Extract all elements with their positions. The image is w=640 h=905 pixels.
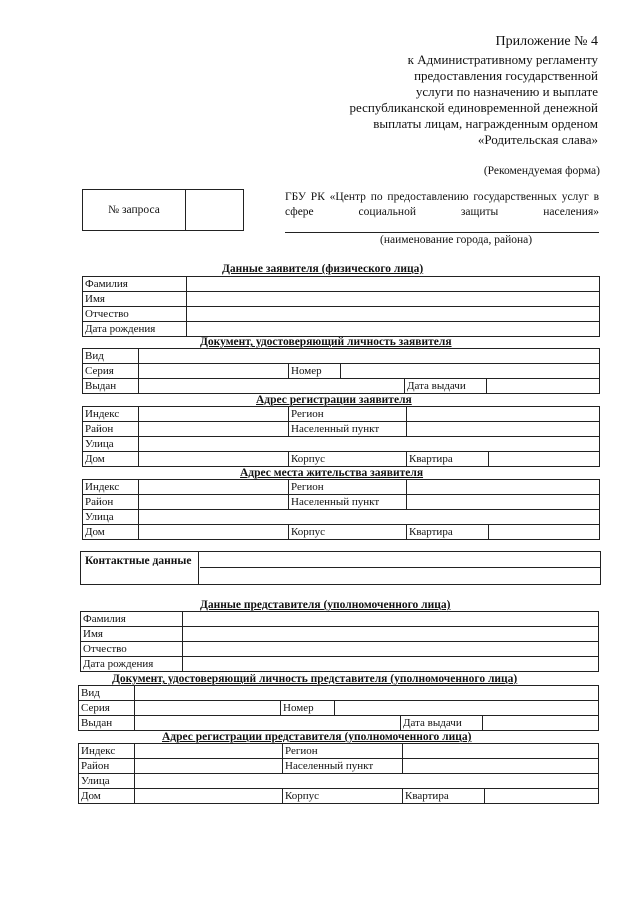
field-input[interactable] (135, 701, 281, 716)
field-input[interactable] (135, 789, 283, 804)
field-input[interactable] (485, 789, 599, 804)
field-label: Дом (83, 452, 139, 467)
rep-section-title: Данные представителя (уполномоченного лица) (200, 599, 451, 611)
contacts-divider (200, 567, 600, 568)
field-input[interactable] (403, 759, 599, 774)
field-label: Регион (283, 744, 403, 759)
field-input[interactable] (139, 422, 289, 437)
rep-reg-table (78, 743, 599, 804)
rep-table (80, 611, 599, 672)
field-input[interactable] (139, 480, 289, 495)
header-line-3: предоставления государственной (414, 68, 598, 83)
table-row (79, 686, 599, 701)
field-input[interactable] (183, 627, 599, 642)
field-label: Индекс (83, 480, 139, 495)
field-input[interactable] (139, 349, 600, 364)
field-input[interactable] (335, 701, 599, 716)
field-label: Вид (83, 349, 139, 364)
field-label: Индекс (83, 407, 139, 422)
field-input[interactable] (407, 495, 600, 510)
field-label: Улица (79, 774, 135, 789)
field-input[interactable] (135, 774, 599, 789)
header-line-5: республиканской единовременной денежной (349, 100, 598, 115)
table-row (79, 774, 599, 789)
field-input[interactable] (135, 716, 401, 731)
field-label: Дом (83, 525, 139, 540)
field-label: Фамилия (83, 277, 187, 292)
field-input[interactable] (407, 407, 600, 422)
applicant-live-title: Адрес места жительства заявителя (240, 467, 424, 479)
field-label: Улица (83, 510, 139, 525)
field-label: Квартира (407, 525, 489, 540)
field-input[interactable] (187, 322, 600, 337)
field-input[interactable] (489, 452, 600, 467)
table-row (83, 452, 600, 467)
appendix-number: Приложение № 4 (495, 34, 598, 49)
field-label: Район (83, 495, 139, 510)
field-label: Выдан (83, 379, 139, 394)
field-input[interactable] (407, 422, 600, 437)
rep-doc-table (78, 685, 599, 731)
field-input[interactable] (489, 525, 600, 540)
table-row (83, 292, 600, 307)
field-input[interactable] (487, 379, 600, 394)
field-input[interactable] (139, 525, 289, 540)
field-label: Корпус (289, 452, 407, 467)
header-line-7: «Родительская слава» (477, 132, 598, 147)
field-label: Корпус (283, 789, 403, 804)
field-label: Выдан (79, 716, 135, 731)
field-label: Индекс (79, 744, 135, 759)
header-line-6: выплаты лицам, награжденным орденом (373, 116, 598, 131)
table-row (81, 627, 599, 642)
header-line-2: к Административному регламенту (407, 52, 598, 67)
applicant-section-title: Данные заявителя (физического лица) (222, 263, 424, 275)
table-row (83, 437, 600, 452)
field-input[interactable] (407, 480, 600, 495)
table-row (83, 349, 600, 364)
table-row (83, 510, 600, 525)
field-input[interactable] (403, 744, 599, 759)
field-label: Дата рождения (83, 322, 187, 337)
table-row (79, 701, 599, 716)
applicant-doc-title: Документ, удостоверяющий личность заявителя (200, 336, 452, 348)
organization-name: ГБУ РК «Центр по предоставлению государственных услуг в сфере социальной защиты населения» (285, 191, 599, 218)
table-row (83, 407, 600, 422)
table-row (83, 364, 600, 379)
field-label: Район (79, 759, 135, 774)
request-number-box (82, 189, 244, 231)
applicant-doc-table (82, 348, 600, 394)
table-row (81, 612, 599, 627)
contacts-label: Контактные данные (81, 552, 199, 584)
field-label: Серия (83, 364, 139, 379)
field-label: Регион (289, 480, 407, 495)
field-input[interactable] (139, 495, 289, 510)
contacts-box (80, 551, 601, 585)
field-label: Квартира (403, 789, 485, 804)
field-label: Номер (289, 364, 341, 379)
field-input[interactable] (139, 407, 289, 422)
applicant-reg-table (82, 406, 600, 467)
field-label: Населенный пункт (283, 759, 403, 774)
table-row (83, 525, 600, 540)
field-input[interactable] (139, 379, 405, 394)
field-label: Район (83, 422, 139, 437)
field-label: Улица (83, 437, 139, 452)
header-line-4: услуги по назначению и выплате (415, 84, 598, 99)
field-label: Фамилия (81, 612, 183, 627)
field-label: Отчество (83, 307, 187, 322)
field-input[interactable] (183, 657, 599, 672)
table-row (79, 744, 599, 759)
field-label: Вид (79, 686, 135, 701)
request-number-label: № запроса (83, 190, 186, 230)
field-input[interactable] (139, 510, 600, 525)
field-label: Серия (79, 701, 135, 716)
field-input[interactable] (187, 307, 600, 322)
field-label: Дата выдачи (401, 716, 483, 731)
table-row (83, 277, 600, 292)
field-label: Дата выдачи (405, 379, 487, 394)
field-label: Населенный пункт (289, 422, 407, 437)
field-label: Регион (289, 407, 407, 422)
field-label: Населенный пункт (289, 495, 407, 510)
field-input[interactable] (139, 364, 289, 379)
table-row (83, 422, 600, 437)
table-row (83, 480, 600, 495)
field-input[interactable] (135, 759, 283, 774)
field-input[interactable] (135, 744, 283, 759)
table-row (79, 759, 599, 774)
organization-caption: (наименование города, района) (380, 234, 533, 246)
field-input[interactable] (135, 686, 599, 701)
table-row (79, 789, 599, 804)
field-label: Дом (79, 789, 135, 804)
field-label: Корпус (289, 525, 407, 540)
field-label: Номер (281, 701, 335, 716)
table-row (83, 307, 600, 322)
field-input[interactable] (183, 612, 599, 627)
field-input[interactable] (139, 437, 600, 452)
field-label: Квартира (407, 452, 489, 467)
field-input[interactable] (187, 292, 600, 307)
field-label: Имя (81, 627, 183, 642)
applicant-live-table (82, 479, 600, 540)
table-row (83, 379, 600, 394)
table-row (83, 322, 600, 337)
table-row (79, 716, 599, 731)
field-label: Дата рождения (81, 657, 183, 672)
organization-underline (285, 232, 599, 233)
applicant-table (82, 276, 600, 337)
table-row (81, 642, 599, 657)
field-input[interactable] (187, 277, 600, 292)
table-row (81, 657, 599, 672)
rep-reg-title: Адрес регистрации представителя (уполномоченного лица) (162, 731, 472, 743)
table-row (83, 495, 600, 510)
applicant-reg-title: Адрес регистрации заявителя (256, 394, 412, 406)
field-input[interactable] (139, 452, 289, 467)
rep-doc-title: Документ, удостоверяющий личность представителя (уполномоченного лица) (112, 673, 518, 685)
field-label: Отчество (81, 642, 183, 657)
recommended-form-note: (Рекомендуемая форма) (483, 165, 600, 177)
field-input[interactable] (483, 716, 599, 731)
field-label: Имя (83, 292, 187, 307)
field-input[interactable] (183, 642, 599, 657)
field-input[interactable] (341, 364, 600, 379)
